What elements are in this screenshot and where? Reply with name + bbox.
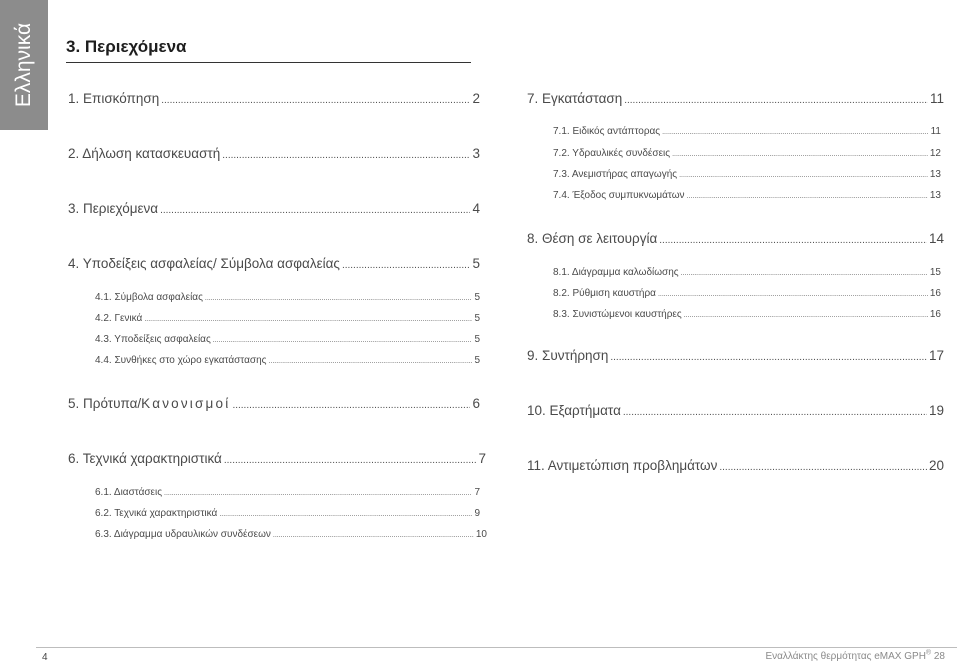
footer-rule	[36, 647, 957, 648]
dot-leader	[232, 400, 470, 411]
toc-entry-4[interactable]	[68, 256, 480, 271]
toc-entry-6-2[interactable]	[95, 508, 480, 519]
toc-entry-page: 2	[472, 91, 480, 106]
toc-entry-title: 7.3. Ανεμιστήρας απαγωγής	[553, 169, 678, 180]
toc-entry-title: 6.3. Διάγραμμα υδραυλικών συνδέσεων	[95, 529, 271, 540]
dot-leader	[659, 235, 927, 246]
toc-entry-7-4[interactable]	[553, 190, 941, 201]
toc-entry-8-2[interactable]	[553, 288, 941, 299]
dot-leader	[213, 337, 473, 344]
document-title	[765, 651, 945, 662]
toc-entry-page: 12	[929, 148, 941, 159]
toc-entry-2[interactable]	[68, 146, 480, 161]
dot-leader	[160, 205, 470, 216]
toc-entry-title: 10. Εξαρτήματα	[527, 403, 621, 418]
dot-leader	[662, 129, 929, 136]
toc-entry-title: 4.2. Γενικά	[95, 313, 143, 324]
toc-entry-page: 10	[475, 529, 487, 540]
language-tab	[0, 0, 48, 130]
toc-entry-title: 11. Αντιμετώπιση προβλημάτων	[527, 458, 718, 473]
toc-entry-title: 8.1. Διάγραμμα καλωδίωσης	[553, 267, 679, 278]
toc-entry-page: 11	[930, 126, 941, 137]
toc-entry-8-3[interactable]	[553, 309, 941, 320]
toc-entry-1[interactable]	[68, 91, 480, 106]
toc-entry-page: 5	[474, 355, 480, 366]
toc-entry-title-part: Κανονισμοί	[141, 396, 231, 411]
dot-leader	[164, 490, 472, 497]
toc-entry-title: 7. Εγκατάσταση	[527, 91, 623, 106]
toc-entry-4-4[interactable]	[95, 355, 480, 366]
dot-leader	[342, 260, 471, 271]
toc-entry-title: 2. Δήλωση κατασκευαστή	[68, 146, 221, 161]
dot-leader	[672, 151, 928, 158]
toc-entry-page: 19	[928, 403, 944, 418]
toc-entry-page: 4	[472, 201, 480, 216]
toc-entry-title: 1. Επισκόπηση	[68, 91, 160, 106]
toc-entry-4-1[interactable]	[95, 292, 480, 303]
toc-entry-4-2[interactable]	[95, 313, 480, 324]
toc-entry-page: 9	[474, 508, 480, 519]
toc-entry-title: 4. Υποδείξεις ασφαλείας/ Σύμβολα ασφαλείας	[68, 256, 340, 271]
page-title: 3. Περιεχόμενα	[66, 37, 187, 56]
title-underline	[66, 62, 471, 63]
toc-entry-11[interactable]	[527, 458, 944, 473]
dot-leader	[161, 95, 470, 106]
toc-entry-title: 8.3. Συνιστώμενοι καυστήρες	[553, 309, 682, 320]
toc-entry-5[interactable]	[68, 396, 480, 411]
toc-entry-title: 6. Τεχνικά χαρακτηριστικά	[68, 451, 222, 466]
dot-leader	[610, 352, 927, 363]
dot-leader	[623, 407, 927, 418]
toc-entry-title: 3. Περιεχόμενα	[68, 201, 159, 216]
toc-entry-title: 4.3. Υποδείξεις ασφαλείας	[95, 334, 211, 345]
toc-entry-page: 5	[474, 313, 480, 324]
dot-leader	[144, 316, 472, 323]
toc-entry-title: 8.2. Ρύθμιση καυστήρα	[553, 288, 656, 299]
toc-entry-title: 6.1. Διαστάσεις	[95, 487, 163, 498]
dot-leader	[273, 532, 474, 539]
document-title-text: Εναλλάκτης θερμότητας eMAX GPH	[765, 651, 926, 662]
toc-entry-7-3[interactable]	[553, 169, 941, 180]
toc-entry-title	[68, 396, 230, 411]
toc-entry-page: 5	[474, 334, 480, 345]
toc-entry-page: 3	[472, 146, 480, 161]
toc-entry-page: 6	[472, 396, 480, 411]
dot-leader	[658, 291, 928, 298]
toc-entry-6-3[interactable]	[95, 529, 487, 540]
toc-entry-title: 4.1. Σύμβολα ασφαλείας	[95, 292, 203, 303]
toc-entry-8[interactable]	[527, 231, 944, 246]
toc-entry-page: 13	[929, 169, 941, 180]
toc-entry-page: 13	[929, 190, 941, 201]
language-tab-label: Ελληνικά	[12, 22, 35, 108]
dot-leader	[205, 295, 473, 302]
toc-entry-page: 14	[928, 231, 944, 246]
page-number: 4	[42, 652, 48, 663]
dot-leader	[681, 270, 928, 277]
toc-entry-title-part: 5. Πρότυπα/	[68, 396, 142, 411]
toc-entry-8-1[interactable]	[553, 267, 941, 278]
toc-entry-page: 7	[474, 487, 480, 498]
dot-leader	[719, 462, 927, 473]
dot-leader	[687, 193, 928, 200]
dot-leader	[219, 511, 472, 518]
toc-entry-title: 7.2. Υδραυλικές συνδέσεις	[553, 148, 671, 159]
toc-entry-page: 5	[472, 256, 480, 271]
toc-entry-title: 7.1. Ειδικός αντάπτορας	[553, 126, 661, 137]
toc-entry-title: 8. Θέση σε λειτουργία	[527, 231, 658, 246]
dot-leader	[224, 455, 477, 466]
toc-entry-page: 17	[928, 348, 944, 363]
toc-entry-10[interactable]	[527, 403, 944, 418]
dot-leader	[684, 312, 928, 319]
toc-entry-7-1[interactable]	[553, 126, 941, 137]
toc-entry-page: 16	[929, 288, 941, 299]
toc-entry-title: 6.2. Τεχνικά χαρακτηριστικά	[95, 508, 218, 519]
toc-entry-page: 7	[478, 451, 486, 466]
toc-entry-7-2[interactable]	[553, 148, 941, 159]
document-title-model: 28	[931, 651, 945, 662]
toc-entry-page: 11	[929, 91, 944, 106]
registered-mark: ®	[925, 649, 932, 657]
toc-entry-6-1[interactable]	[95, 487, 480, 498]
toc-entry-title: 9. Συντήρηση	[527, 348, 609, 363]
toc-entry-page: 5	[474, 292, 480, 303]
toc-entry-9[interactable]	[527, 348, 944, 363]
toc-entry-3[interactable]	[68, 201, 480, 216]
toc-entry-title: 7.4. Έξοδος συμπυκνωμάτων	[553, 190, 685, 201]
toc-entry-6[interactable]	[68, 451, 486, 466]
toc-entry-page: 16	[929, 309, 941, 320]
dot-leader	[679, 172, 928, 179]
toc-entry-title: 4.4. Συνθήκες στο χώρο εγκατάστασης	[95, 355, 267, 366]
toc-entry-page: 20	[928, 458, 944, 473]
toc-entry-page: 15	[929, 267, 941, 278]
dot-leader	[268, 358, 472, 365]
toc-entry-4-3[interactable]	[95, 334, 480, 345]
dot-leader	[222, 150, 470, 161]
toc-entry-7[interactable]	[527, 91, 944, 106]
dot-leader	[624, 95, 928, 106]
